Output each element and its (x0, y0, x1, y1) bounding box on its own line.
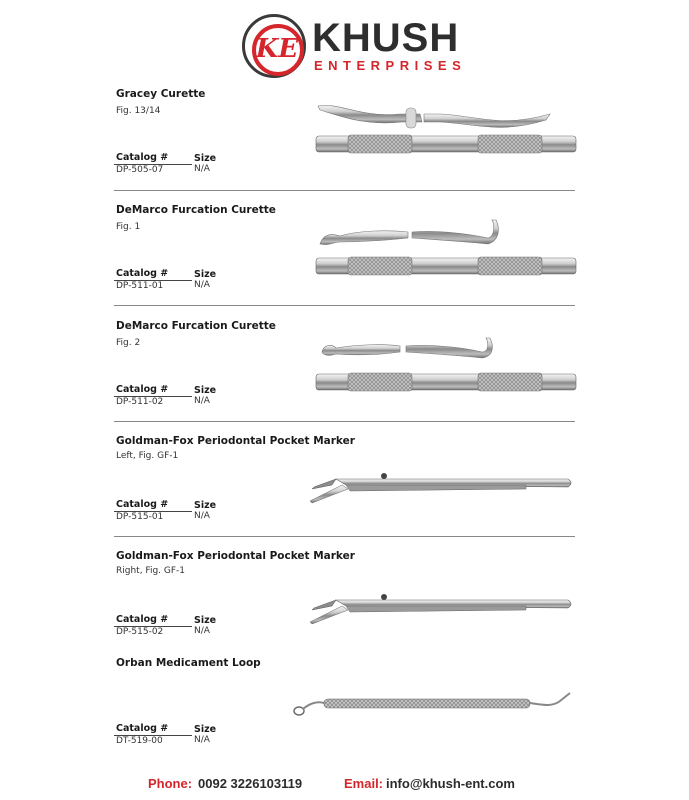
catalog-number: DP-511-02 (116, 397, 164, 407)
catalog-number: DP-511-01 (116, 281, 164, 291)
catalog-header: Catalog # (116, 614, 169, 625)
product-figure: Fig. 2 (116, 338, 141, 348)
catalog-number: DP-505-07 (116, 165, 164, 175)
catalog-number: DT-519-00 (116, 736, 163, 746)
product-name: Goldman-Fox Periodontal Pocket Marker (116, 435, 355, 447)
brand-subtitle: ENTERPRISES (314, 58, 467, 73)
pocket-marker-image (306, 588, 578, 630)
size-header: Size (194, 724, 217, 735)
logo-monogram: KE (255, 34, 299, 64)
size-value: N/A (194, 735, 210, 745)
size-value: N/A (194, 626, 210, 636)
size-header: Size (194, 153, 217, 164)
size-header: Size (194, 615, 217, 626)
size-value: N/A (194, 164, 210, 174)
catalog-header: Catalog # (116, 152, 169, 163)
product-figure: Left, Fig. GF-1 (116, 451, 179, 461)
catalog-number: DP-515-02 (116, 627, 164, 637)
product-name: DeMarco Furcation Curette (116, 320, 276, 332)
size-header: Size (194, 269, 217, 280)
catalog-header: Catalog # (116, 723, 169, 734)
medicament-loop-image (290, 687, 576, 721)
catalog-header: Catalog # (116, 384, 169, 395)
curette-image (310, 216, 580, 282)
product-figure: Right, Fig. GF-1 (116, 566, 186, 576)
product-name: Gracey Curette (116, 88, 206, 100)
size-value: N/A (194, 280, 210, 290)
email-address[interactable]: info@khush-ent.com (386, 776, 515, 791)
catalog-number: DP-515-01 (116, 512, 164, 522)
size-value: N/A (194, 396, 210, 406)
size-header: Size (194, 500, 217, 511)
phone-label: Phone: (148, 776, 193, 791)
size-header: Size (194, 385, 217, 396)
curette-image (310, 332, 580, 398)
size-value: N/A (194, 511, 210, 521)
pocket-marker-image (306, 467, 578, 509)
product-name: Orban Medicament Loop (116, 657, 261, 669)
product-figure: Fig. 13/14 (116, 106, 161, 116)
email-label: Email: (344, 776, 384, 791)
brand-logo (242, 14, 467, 78)
phone-number: 0092 3226103119 (198, 776, 303, 791)
product-figure: Fig. 1 (116, 222, 141, 232)
product-name: DeMarco Furcation Curette (116, 204, 276, 216)
catalog-header: Catalog # (116, 499, 169, 510)
curette-image (310, 100, 580, 166)
catalog-header: Catalog # (116, 268, 169, 279)
brand-name: KHUSH (312, 16, 460, 60)
product-name: Goldman-Fox Periodontal Pocket Marker (116, 550, 355, 562)
logo-emblem (242, 14, 306, 78)
